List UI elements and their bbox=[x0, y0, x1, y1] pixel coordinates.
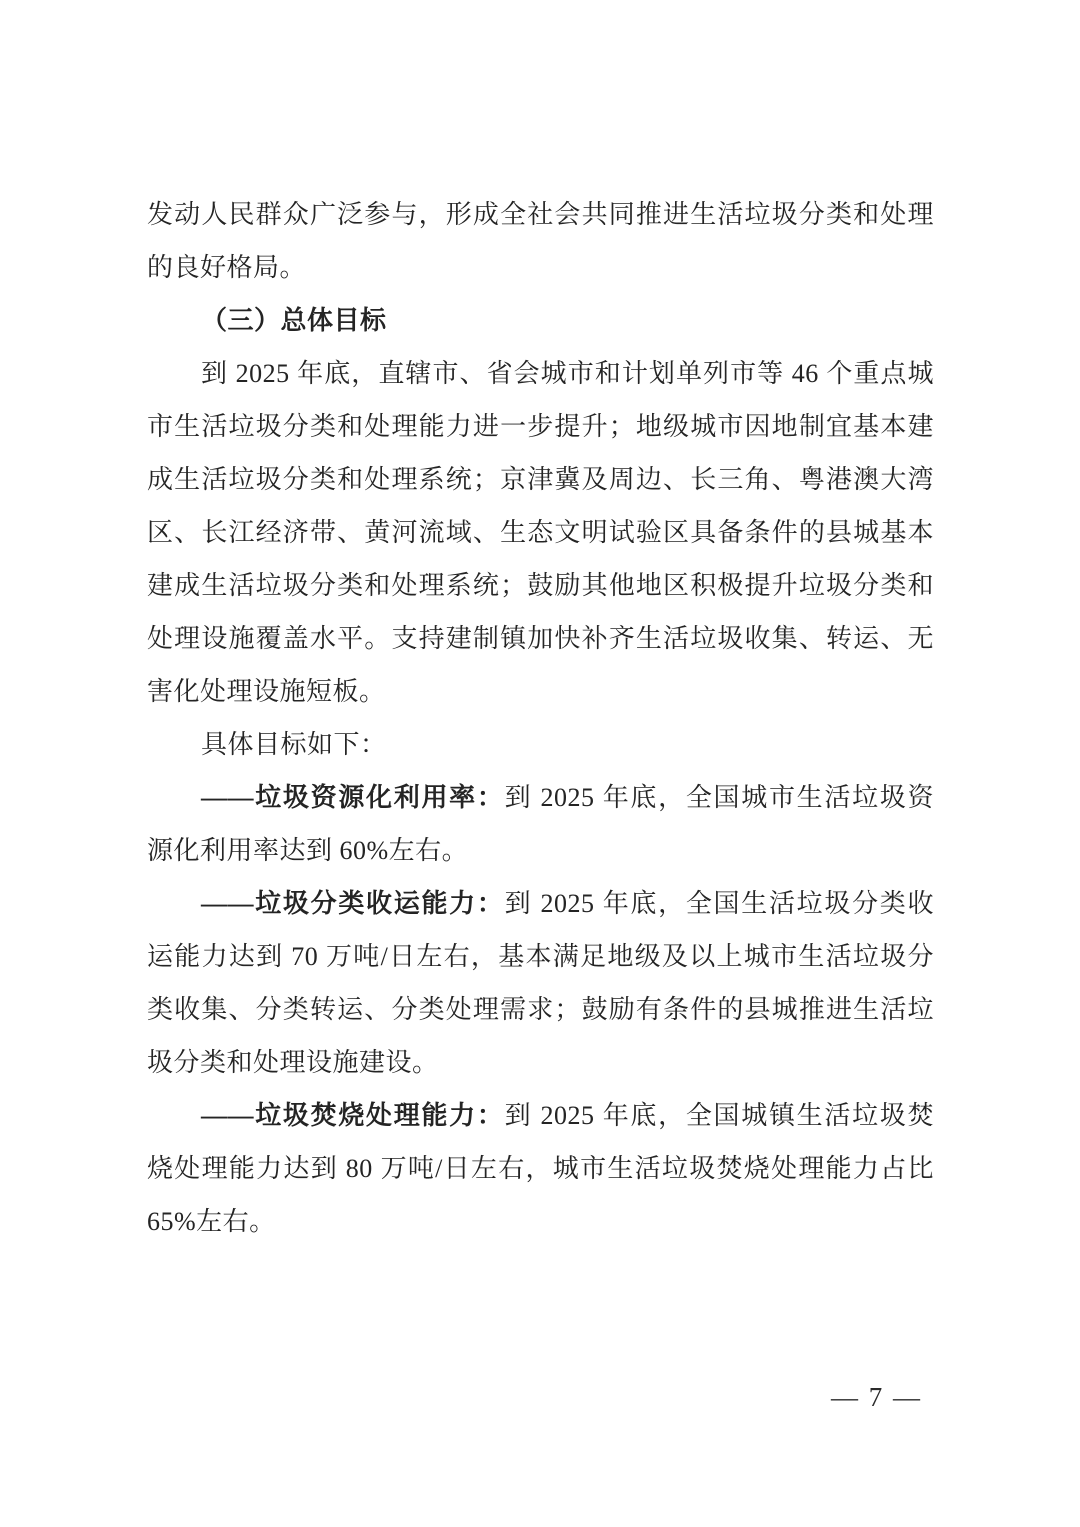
text-segment: 到 2025 年底，全国城镇生活垃圾焚 bbox=[504, 1101, 934, 1130]
text-segment: 圾分类和处理设施建设。 bbox=[147, 1048, 439, 1077]
text-line bbox=[147, 559, 934, 612]
text-segment: 害化处理设施短板。 bbox=[147, 677, 386, 706]
text-line bbox=[147, 1089, 934, 1142]
text-line bbox=[147, 983, 934, 1036]
text-segment: 类收集、分类转运、分类处理需求；鼓励有条件的县城推进生活垃 bbox=[147, 995, 934, 1024]
text-segment-emphasis: ——垃圾资源化利用率： bbox=[201, 783, 505, 812]
text-segment: 发动人民群众广泛参与，形成全社会共同推进生活垃圾分类和处理 bbox=[147, 200, 934, 229]
text-segment-emphasis: ——垃圾分类收运能力： bbox=[201, 889, 505, 918]
document-body bbox=[147, 188, 934, 1248]
text-line bbox=[147, 294, 934, 347]
page-number: — 7 — bbox=[831, 1382, 922, 1412]
text-line bbox=[147, 1142, 934, 1195]
text-line bbox=[147, 665, 934, 718]
text-line bbox=[147, 612, 934, 665]
text-segment: 到 2025 年底，全国城市生活垃圾资 bbox=[504, 783, 934, 812]
text-segment-emphasis: ——垃圾焚烧处理能力： bbox=[201, 1101, 505, 1130]
text-line bbox=[147, 771, 934, 824]
text-line bbox=[147, 241, 934, 294]
text-segment: 区、长江经济带、黄河流域、生态文明试验区具备条件的县城基本 bbox=[147, 518, 934, 547]
text-line bbox=[147, 824, 934, 877]
text-line bbox=[147, 400, 934, 453]
text-segment: 市生活垃圾分类和处理能力进一步提升；地级城市因地制宜基本建 bbox=[147, 412, 934, 441]
text-segment: 源化利用率达到 60%左右。 bbox=[147, 836, 469, 865]
text-line bbox=[147, 930, 934, 983]
text-line bbox=[147, 453, 934, 506]
text-segment: 烧处理能力达到 80 万吨/日左右，城市生活垃圾焚烧处理能力占比 bbox=[147, 1154, 934, 1183]
text-segment: 到 2025 年底，直辖市、省会城市和计划单列市等 46 个重点城 bbox=[201, 359, 934, 388]
text-line bbox=[147, 506, 934, 559]
text-line bbox=[147, 877, 934, 930]
text-segment: 具体目标如下： bbox=[201, 730, 387, 759]
text-segment-emphasis: （三）总体目标 bbox=[201, 306, 387, 335]
text-segment: 运能力达到 70 万吨/日左右，基本满足地级及以上城市生活垃圾分 bbox=[147, 942, 934, 971]
text-line bbox=[147, 1195, 934, 1248]
text-segment: 到 2025 年底，全国生活垃圾分类收 bbox=[504, 889, 934, 918]
text-segment: 处理设施覆盖水平。支持建制镇加快补齐生活垃圾收集、转运、无 bbox=[147, 624, 934, 653]
text-segment: 65%左右。 bbox=[147, 1207, 276, 1236]
text-line bbox=[147, 718, 934, 771]
text-line bbox=[147, 1036, 934, 1089]
text-line bbox=[147, 188, 934, 241]
text-segment: 的良好格局。 bbox=[147, 253, 307, 282]
text-line bbox=[147, 347, 934, 400]
text-segment: 成生活垃圾分类和处理系统；京津冀及周边、长三角、粤港澳大湾 bbox=[147, 465, 934, 494]
text-segment: 建成生活垃圾分类和处理系统；鼓励其他地区积极提升垃圾分类和 bbox=[147, 571, 934, 600]
